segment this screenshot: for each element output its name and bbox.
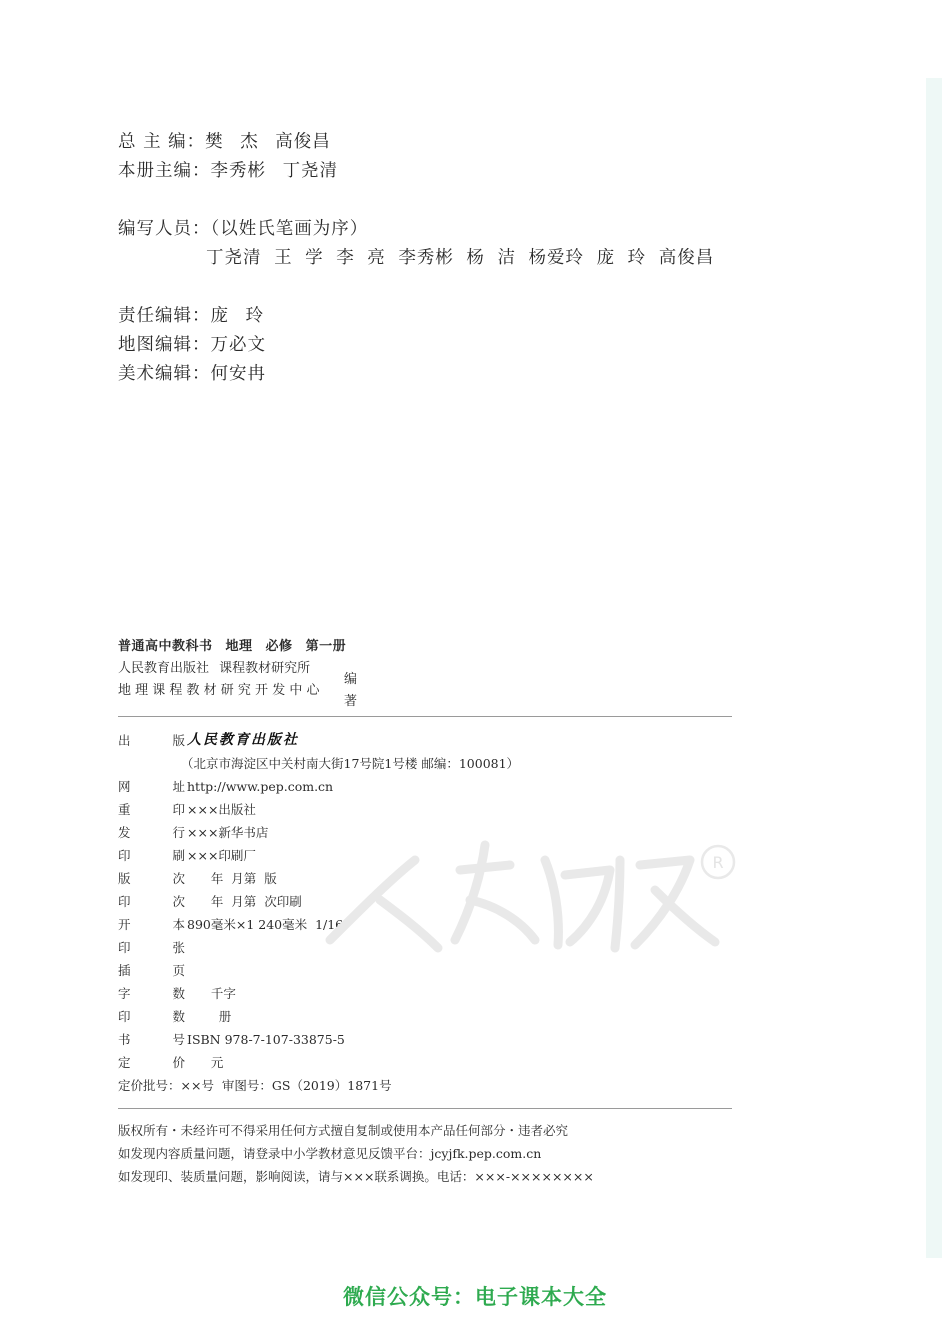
colophon-value: 890毫米×1 240毫米 1/16 (187, 917, 344, 932)
colophon-row (118, 982, 519, 1005)
volume-editor-names: 李秀彬 丁尧清 (210, 161, 339, 181)
wechat-banner: 微信公众号：电子课本大全 (343, 1285, 607, 1309)
responsible-editor-name: 庞 玲 (210, 306, 265, 326)
map-editor-row (118, 331, 714, 360)
volume-editor-row (118, 157, 714, 186)
colophon-value: 年 月第 版 (187, 871, 277, 886)
compiled-by: 编著 (344, 672, 358, 709)
price-batch-line: 定价批号：××号 审图号：GS（2019）1871号 (118, 1078, 392, 1093)
responsible-editor-row (118, 302, 714, 331)
writers-label: 编写人员：（以姓氏笔画为序） (118, 219, 369, 239)
colophon-value: 元 (187, 1055, 224, 1070)
publisher-block (118, 658, 358, 709)
map-editor-name: 万必文 (210, 335, 266, 355)
colophon-label: 插 页 (118, 963, 185, 978)
copyright-line: 版权所有・未经许可不得采用任何方式擅自复制或使用本产品任何部分・违者必究 (118, 1123, 569, 1138)
colophon-row (118, 1051, 519, 1074)
colophon-row (118, 775, 519, 798)
colophon-label: 印 次 (118, 894, 185, 909)
colophon-label: 开 本 (118, 917, 185, 932)
svg-text:R: R (712, 853, 724, 872)
colophon-row (118, 1005, 519, 1028)
map-editor-label: 地图编辑： (118, 335, 211, 355)
divider-bottom (118, 1108, 732, 1109)
colophon-value: ×××出版社 (187, 802, 256, 817)
colophon-value: 册 (187, 1009, 232, 1024)
book-info (118, 636, 358, 709)
colophon-value: 千字 (187, 986, 236, 1001)
book-title: 普通高中教科书 地理 必修 第一册 (118, 639, 347, 654)
colophon-value (186, 959, 187, 982)
responsible-editor-label: 责任编辑： (118, 306, 211, 326)
colophon-label: 网 址 (118, 779, 185, 794)
credits-block (118, 128, 714, 389)
art-editor-row (118, 360, 714, 389)
colophon-label: 版 次 (118, 871, 185, 886)
volume-editor-label: 本册主编： (118, 161, 211, 181)
watermark-logo (320, 830, 760, 960)
colophon-value: http://www.pep.com.cn (187, 779, 334, 794)
content-feedback-line: 如发现内容质量问题，请登录中小学教材意见反馈平台：jcyjfk.pep.com.cn (118, 1146, 542, 1161)
colophon-label: 字 数 (118, 986, 185, 1001)
colophon-label: 印 数 (118, 1009, 185, 1024)
colophon-row (118, 1028, 519, 1051)
chief-editor-names: 樊 杰 高俊昌 (205, 132, 331, 152)
colophon-value: ISBN 978-7-107-33875-5 (187, 1032, 345, 1047)
art-editor-label: 美术编辑： (118, 364, 211, 384)
colophon-row (118, 959, 519, 982)
publisher-logo: 人民教育出版社 (187, 732, 299, 748)
art-editor-name: 何安冉 (210, 364, 266, 384)
publisher-address: （北京市海淀区中关村南大街17号院1号楼 邮编：100081） (181, 756, 520, 771)
colophon-label: 印 张 (118, 940, 185, 955)
colophon-label: 印 刷 (118, 848, 185, 863)
publisher-line-2: 地 理 课 程 教 材 研 究 开 发 中 心 (118, 683, 320, 698)
colophon-value: 年 月第 次印刷 (187, 894, 302, 909)
colophon-value: ×××印刷厂 (187, 848, 256, 863)
chief-editor-row (118, 128, 714, 157)
print-quality-line: 如发现印、装质量问题，影响阅读，请与×××联系调换。电话：×××-×××××××× (118, 1169, 594, 1184)
address-row (118, 752, 519, 775)
colophon-label: 发 行 (118, 825, 185, 840)
publish-label: 出 版 (118, 733, 185, 748)
colophon-row (118, 798, 519, 821)
colophon-value (186, 936, 187, 959)
colophon-label: 定 价 (118, 1055, 185, 1070)
colophon-label: 书 号 (118, 1032, 185, 1047)
colophon-value: ×××新华书店 (187, 825, 269, 840)
copyright-notices (118, 1119, 594, 1188)
divider-top (118, 716, 732, 717)
publisher-line-1: 人民教育出版社 课程教材研究所 (118, 661, 311, 676)
page-edge-strip (926, 78, 942, 1258)
writers-names: 丁尧清 王 学 李 亮 李秀彬 杨 洁 杨爱玲 庞 玲 高俊昌 (206, 248, 715, 268)
colophon-label: 重 印 (118, 802, 185, 817)
chief-editor-label: 总 主 编： (118, 132, 206, 152)
publish-row (118, 729, 519, 752)
